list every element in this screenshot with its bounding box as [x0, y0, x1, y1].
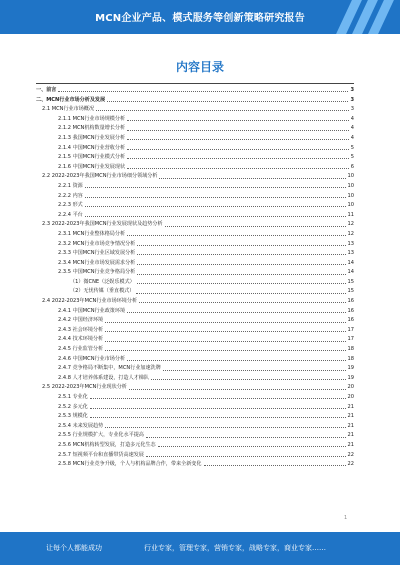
toc-entry[interactable]	[36, 105, 354, 115]
toc-entry-label: 2.4.4 技术环境分析	[58, 336, 104, 343]
toc-entry-page: 18	[347, 346, 354, 353]
toc-leader-dots	[151, 379, 346, 380]
toc-entry[interactable]	[36, 383, 354, 393]
toc-entry-label: 2.5.7 短视频平台和直播带货高速发展	[58, 451, 144, 458]
toc-entry-page: 21	[347, 403, 354, 410]
page-number: 1	[344, 515, 348, 521]
toc-entry-label: 2.2.2 内容	[58, 192, 83, 199]
toc-leader-dots	[137, 254, 345, 255]
toc-entry-label: （2）无忧传媒（垂直模式）	[70, 288, 135, 295]
toc-entry-label: 2.1.5 中国MCN行业模式分析	[58, 154, 126, 161]
toc-entry-page: 12	[347, 230, 354, 237]
toc-leader-dots	[105, 341, 345, 342]
toc-entry-label: 2.4.1 中国MCN行业政策环境	[58, 307, 126, 314]
toc-entry-label: 2.1 MCN行业市场概况	[42, 106, 95, 113]
toc-entry[interactable]	[36, 393, 354, 403]
toc-entry[interactable]	[36, 268, 354, 278]
toc-entry-page: 10	[347, 173, 354, 180]
toc-entry[interactable]	[36, 355, 354, 365]
toc-entry[interactable]	[36, 460, 354, 470]
toc-entry[interactable]	[36, 259, 354, 269]
toc-entry[interactable]	[36, 307, 354, 317]
toc-entry[interactable]	[36, 297, 354, 307]
toc-entry-page: 14	[347, 269, 354, 276]
toc-entry-label: 2.3.3 中国MCN行业区域发展分析	[58, 250, 136, 257]
toc-entry-label: 2.2.1 资源	[58, 182, 83, 189]
toc-entry-label: 2.5.2 多元化	[58, 403, 88, 410]
toc-entry[interactable]	[36, 115, 354, 125]
report-footer	[0, 532, 400, 565]
toc-entry-label: 2.4.8 人才培养体系建设，打造人才梯队	[58, 374, 149, 381]
toc-entry-page: 13	[347, 240, 354, 247]
toc-leader-dots	[85, 216, 346, 217]
toc-entry-page: 10	[347, 202, 354, 209]
toc-entry-label: 2.5 2022-2023年MCN行业现状分析	[42, 384, 127, 391]
toc-entry-page: 4	[350, 125, 354, 132]
footer-slogan: 让每个人都能成功	[46, 544, 102, 552]
toc-entry[interactable]	[36, 374, 354, 384]
table-of-contents	[36, 86, 354, 470]
toc-entry[interactable]	[36, 172, 354, 182]
toc-entry-label: 2.2 2022-2023年我国MCN行业市场细分领域分析	[42, 173, 158, 180]
toc-entry[interactable]	[36, 163, 354, 173]
toc-entry[interactable]	[36, 192, 354, 202]
toc-leader-dots	[136, 293, 345, 294]
toc-entry-page: 17	[347, 336, 354, 343]
toc-entry-label: 2.4.7 竞争格局不断集中，MCN行业加速洗牌	[58, 365, 161, 372]
toc-entry[interactable]	[36, 403, 354, 413]
toc-entry-page: 5	[350, 154, 354, 161]
toc-leader-dots	[165, 226, 346, 227]
toc-entry-page: 19	[347, 374, 354, 381]
toc-entry-label: 2.5.6 MCN机构转型发展，打造多元化生态	[58, 441, 156, 448]
toc-entry-page: 21	[347, 432, 354, 439]
toc-leader-dots	[127, 168, 349, 169]
toc-entry-page: 20	[347, 394, 354, 400]
toc-leader-dots	[137, 283, 346, 284]
toc-entry-page: 21	[347, 441, 354, 448]
toc-entry-page: 22	[347, 451, 354, 458]
toc-leader-dots	[139, 302, 345, 303]
toc-entry-page: 13	[347, 250, 354, 257]
toc-entry[interactable]	[36, 211, 354, 221]
toc-entry[interactable]	[36, 422, 354, 432]
toc-leader-dots	[127, 158, 349, 159]
toc-leader-dots	[127, 139, 349, 140]
toc-entry-page: 3	[350, 96, 354, 103]
toc-entry-label: 2.1.4 中国MCN行业营收分析	[58, 144, 126, 151]
toc-entry[interactable]	[36, 134, 354, 144]
toc-leader-dots	[159, 178, 345, 179]
toc-entry-page: 16	[347, 317, 354, 324]
toc-entry[interactable]	[36, 124, 354, 134]
toc-leader-dots	[137, 245, 345, 246]
toc-entry-page: 18	[347, 355, 354, 362]
toc-leader-dots	[127, 360, 345, 361]
footer-experts: 行业专家，管理专家，营销专家，战略专家，商业专家……	[144, 544, 326, 552]
toc-entry[interactable]	[36, 86, 354, 96]
toc-entry[interactable]	[36, 364, 354, 374]
toc-entry-label: 2.4 2022-2023年MCN行业市场环境分析	[42, 298, 138, 305]
toc-leader-dots	[127, 235, 345, 236]
toc-leader-dots	[127, 130, 349, 131]
toc-entry-label: 2.5.3 规模化	[58, 413, 88, 420]
toc-entry-label: 2.2.4 平台	[58, 211, 83, 218]
toc-leader-dots	[163, 370, 346, 371]
toc-top-rule	[36, 83, 354, 84]
toc-leader-dots	[137, 264, 345, 265]
toc-entry[interactable]	[36, 230, 354, 240]
toc-entry-label: 二、MCN行业市场分析及发展	[36, 96, 106, 103]
toc-leader-dots	[105, 427, 345, 428]
toc-entry[interactable]	[36, 249, 354, 259]
toc-entry[interactable]	[36, 96, 354, 106]
toc-entry-page: 10	[347, 182, 354, 189]
toc-entry-label: 2.3.2 MCN行业市场竞争情况分析	[58, 240, 136, 247]
toc-leader-dots	[105, 331, 345, 332]
toc-entry-label: 一、前言	[36, 87, 57, 93]
toc-entry-label: 2.3 2022-2023年我国MCN行业发展现状及趋势分析	[42, 221, 163, 228]
toc-entry[interactable]	[36, 278, 354, 288]
toc-entry-label: 2.3.1 MCN行业整体格局分析	[58, 230, 126, 237]
toc-leader-dots	[85, 197, 346, 198]
toc-entry-label: 2.4.2 中国经济环境	[58, 317, 104, 324]
toc-entry[interactable]	[36, 182, 354, 192]
toc-leader-dots	[90, 408, 346, 409]
toc-entry-label: 2.4.6 中国MCN行业市场分析	[58, 355, 126, 362]
toc-entry-label: 2.4.5 行业监管分析	[58, 346, 104, 353]
toc-entry-page: 3	[350, 87, 354, 93]
toc-entry-label: 2.1.1 MCN行业市场规模分析	[58, 115, 126, 122]
toc-leader-dots	[137, 274, 345, 275]
toc-entry[interactable]	[36, 412, 354, 422]
toc-leader-dots	[146, 437, 346, 438]
toc-entry-page: 15	[347, 278, 354, 285]
toc-entry[interactable]	[36, 326, 354, 336]
toc-leader-dots	[129, 389, 346, 390]
toc-entry[interactable]	[36, 287, 354, 297]
toc-entry-page: 21	[347, 413, 354, 420]
toc-entry-label: 2.3.5 中国MCN行业竞争格局分析	[58, 269, 136, 276]
toc-entry-label: 2.5.5 行业规模扩大，专业化水平提高	[58, 432, 144, 439]
toc-entry-page: 15	[347, 288, 354, 295]
toc-entry[interactable]	[36, 240, 354, 250]
toc-entry[interactable]	[36, 431, 354, 441]
toc-entry-page: 3	[350, 106, 354, 113]
toc-leader-dots	[105, 322, 345, 323]
toc-entry-page: 14	[347, 259, 354, 266]
toc-entry-page: 21	[347, 422, 354, 429]
toc-entry-page: 10	[347, 192, 354, 199]
toc-entry-page: 4	[350, 134, 354, 141]
toc-entry-label: 2.4.3 社会环境分析	[58, 326, 104, 333]
toc-leader-dots	[96, 110, 349, 111]
toc-entry-page: 17	[347, 326, 354, 333]
toc-entry-page: 4	[350, 115, 354, 122]
toc-leader-dots	[85, 206, 346, 207]
toc-entry[interactable]	[36, 451, 354, 461]
toc-entry-page: 6	[350, 163, 354, 170]
toc-entry[interactable]	[36, 220, 354, 230]
toc-entry[interactable]	[36, 345, 354, 355]
toc-leader-dots	[107, 101, 348, 102]
toc-leader-dots	[85, 187, 346, 188]
toc-entry-page: 11	[347, 211, 354, 218]
toc-leader-dots	[146, 456, 346, 457]
toc-entry-page: 16	[347, 307, 354, 314]
toc-entry-page: 16	[347, 298, 354, 305]
toc-entry-label: 2.5.8 MCN行业竞争升级，个人与机构品牌合作，带来全新变化	[58, 461, 202, 468]
page-title: 内容目录	[175, 60, 224, 74]
toc-leader-dots	[158, 446, 346, 447]
report-title: MCN企业产品、模式服务等创新策略研究报告	[95, 13, 305, 24]
toc-leader-dots	[204, 465, 346, 466]
toc-entry-label: 2.1.3 我国MCN行业发展分析	[58, 134, 126, 141]
toc-leader-dots	[105, 350, 345, 351]
toc-entry-page: 20	[347, 384, 354, 391]
toc-leader-dots	[127, 120, 349, 121]
toc-entry-page: 12	[347, 221, 354, 228]
toc-entry[interactable]	[36, 201, 354, 211]
toc-entry-label: 2.5.1 专业化	[58, 394, 88, 400]
toc-entry[interactable]	[36, 144, 354, 154]
toc-leader-dots	[127, 312, 345, 313]
toc-entry[interactable]	[36, 316, 354, 326]
toc-entry-label: 2.1.2 MCN机构数量增长分析	[58, 125, 126, 132]
toc-entry-label: 2.2.3 形式	[58, 202, 83, 209]
toc-leader-dots	[90, 417, 346, 418]
toc-entry[interactable]	[36, 153, 354, 163]
toc-entry-label: 2.3.4 MCN行业市场发展需求分析	[58, 259, 136, 266]
toc-entry-label: 2.1.6 中国MCN行业发展现状	[58, 163, 126, 170]
toc-entry[interactable]	[36, 441, 354, 451]
toc-leader-dots	[90, 398, 346, 399]
report-header	[0, 0, 400, 34]
toc-leader-dots	[127, 149, 349, 150]
toc-entry-page: 22	[347, 461, 354, 468]
toc-entry-label: 2.5.4 未来发展趋势	[58, 422, 104, 429]
toc-entry[interactable]	[36, 335, 354, 345]
toc-leader-dots	[58, 91, 348, 92]
toc-entry-page: 19	[347, 365, 354, 372]
toc-entry-page: 5	[350, 144, 354, 151]
toc-entry-label: （1）微CNE（泛娱乐模式）	[70, 278, 135, 285]
